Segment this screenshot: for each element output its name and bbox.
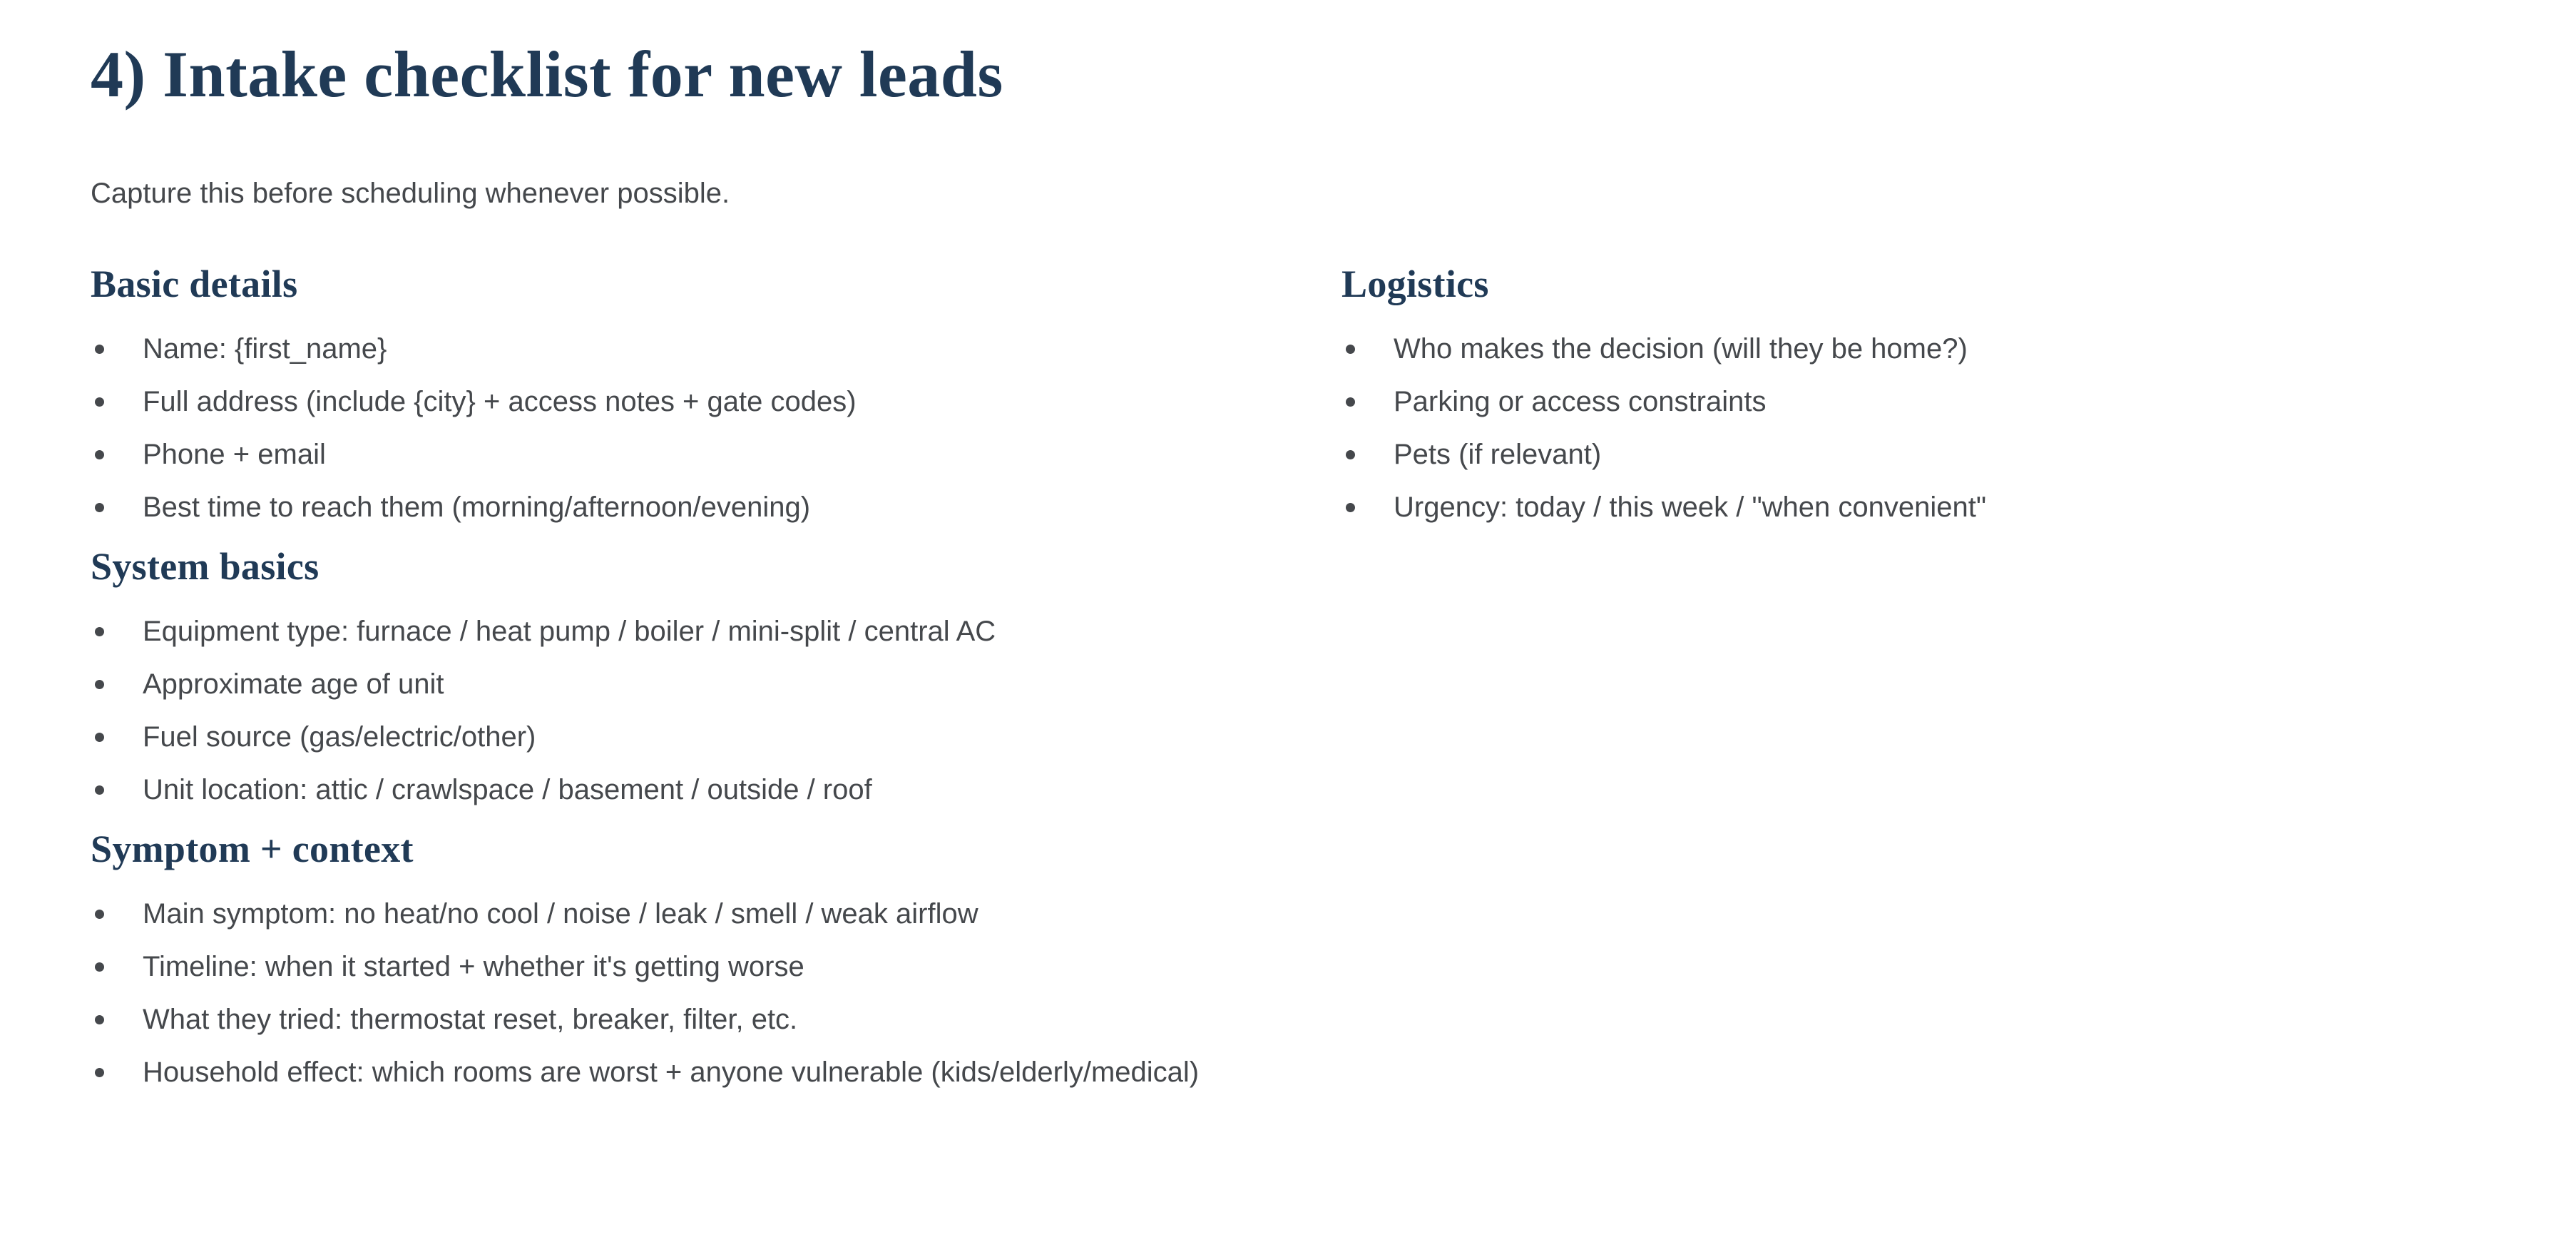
list-item: Who makes the decision (will they be home?) [1341,327,2485,370]
list-item: Parking or access constraints [1341,380,2485,423]
list-item: Equipment type: furnace / heat pump / boiler / mini-split / central AC [91,610,1235,653]
list-item: What they tried: thermostat reset, breaker, filter, etc. [91,998,1235,1041]
list-item: Timeline: when it started + whether it's getting worse [91,945,1235,988]
list-item: Phone + email [91,433,1235,476]
list-item: Pets (if relevant) [1341,433,2485,476]
section-heading-symptom-context: Symptom + context [91,828,414,870]
list-item: Urgency: today / this week / "when convenient" [1341,486,2485,529]
checklist-basic-details [91,327,1235,529]
list-item: Best time to reach them (morning/afternoon/evening) [91,486,1235,529]
list-item: Unit location: attic / crawlspace / basement / outside / roof [91,768,1235,811]
checklist-system-basics [91,610,1235,811]
section-heading-system-basics: System basics [91,545,320,588]
page-title: 4) Intake checklist for new leads [91,38,1003,111]
section-system-basics [91,541,1235,811]
section-heading-basic-details: Basic details [91,263,298,305]
checklist-logistics [1341,327,2485,529]
right-column [1341,259,2485,1106]
section-symptom-context [91,824,1235,1094]
checklist-columns [91,259,2485,1106]
list-item: Main symptom: no heat/no cool / noise / leak / smell / weak airflow [91,892,1235,935]
section-logistics [1341,259,2485,529]
left-column [91,259,1235,1106]
list-item: Name: {first_name} [91,327,1235,370]
list-item: Fuel source (gas/electric/other) [91,716,1235,758]
section-heading-logistics: Logistics [1341,263,1489,305]
list-item: Approximate age of unit [91,663,1235,706]
page-subtitle: Capture this before scheduling whenever possible. [91,178,730,209]
checklist-symptom-context [91,892,1235,1094]
section-basic-details [91,259,1235,529]
list-item: Full address (include {city} + access notes + gate codes) [91,380,1235,423]
list-item: Household effect: which rooms are worst + anyone vulnerable (kids/elderly/medical) [91,1051,1235,1094]
